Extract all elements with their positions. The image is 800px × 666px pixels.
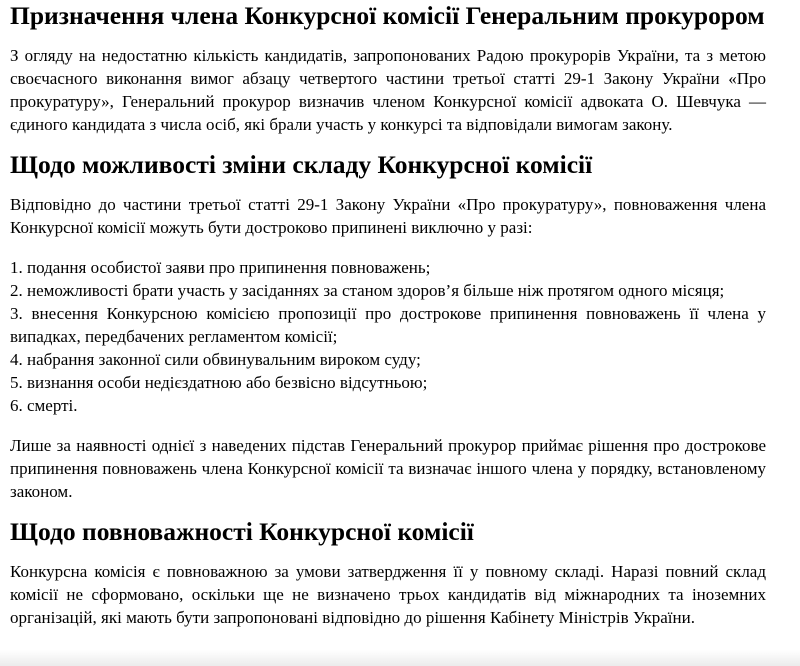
paragraph-termination-intro: Відповідно до частини третьої статті 29-1 Закону України «Про прокуратуру», повноваження члена Конкурсної комісії можуть бути достроково припинені виключно у разі: [10,195,766,237]
list-item: 1. подання особистої заяви про припинення повноважень; [10,258,431,277]
paragraph-commission-authority: Конкурсна комісія є повноважною за умови затвердження її у повному складі. Наразі повний склад комісії не сформовано, оскільки ще не визначено трьох кандидатів від міжнародних та іноземних організацій, які мають бути запропоновані відповідно до рішення Кабінету Міністрів України. [10,562,766,627]
section-heading-composition-change: Щодо можливості зміни складу Конкурсної комісії [10,150,593,179]
paragraph-termination-decision: Лише за наявності однієї з наведених підстав Генеральний прокурор приймає рішення про дострокове припинення повноважень члена Конкурсної комісії та визначає іншого члена у порядку, встановленому законом. [10,436,766,501]
section-heading-appointment: Призначення члена Конкурсної комісії Генеральним прокурором [10,1,765,30]
list-item: 2. неможливості брати участь у засіданнях за станом здоров’я більше ніж протягом одного місяця; [10,281,725,300]
termination-grounds-list [10,256,766,417]
bottom-edge-fade [0,650,800,666]
section-appointment [10,1,766,136]
section-heading-commission-authority: Щодо повноважності Конкурсної комісії [10,517,474,546]
section-composition-change [10,150,766,503]
list-item: 3. внесення Конкурсною комісією пропозиції про дострокове припинення повноважень її члена у випадках, передбачених регламентом комісії; [10,304,766,346]
paragraph-appointment: З огляду на недостатню кількість кандидатів, запропонованих Радою прокурорів України, та з метою своєчасного виконання вимог абзацу четвертого частини третьої статті 29-1 Закону України «Про прокуратуру», Генеральний прокурор визначив членом Конкурсної комісії адвоката О. Шевчука — єдиного кандидата з числа осіб, які брали участь у конкурсі та відповідали вимогам закону. [10,46,766,134]
list-item: 5. визнання особи недієздатною або безвісно відсутньою; [10,373,428,392]
list-item: 6. смерті. [10,396,78,415]
list-item: 4. набрання законної сили обвинувальним вироком суду; [10,350,421,369]
section-commission-authority [10,517,766,629]
